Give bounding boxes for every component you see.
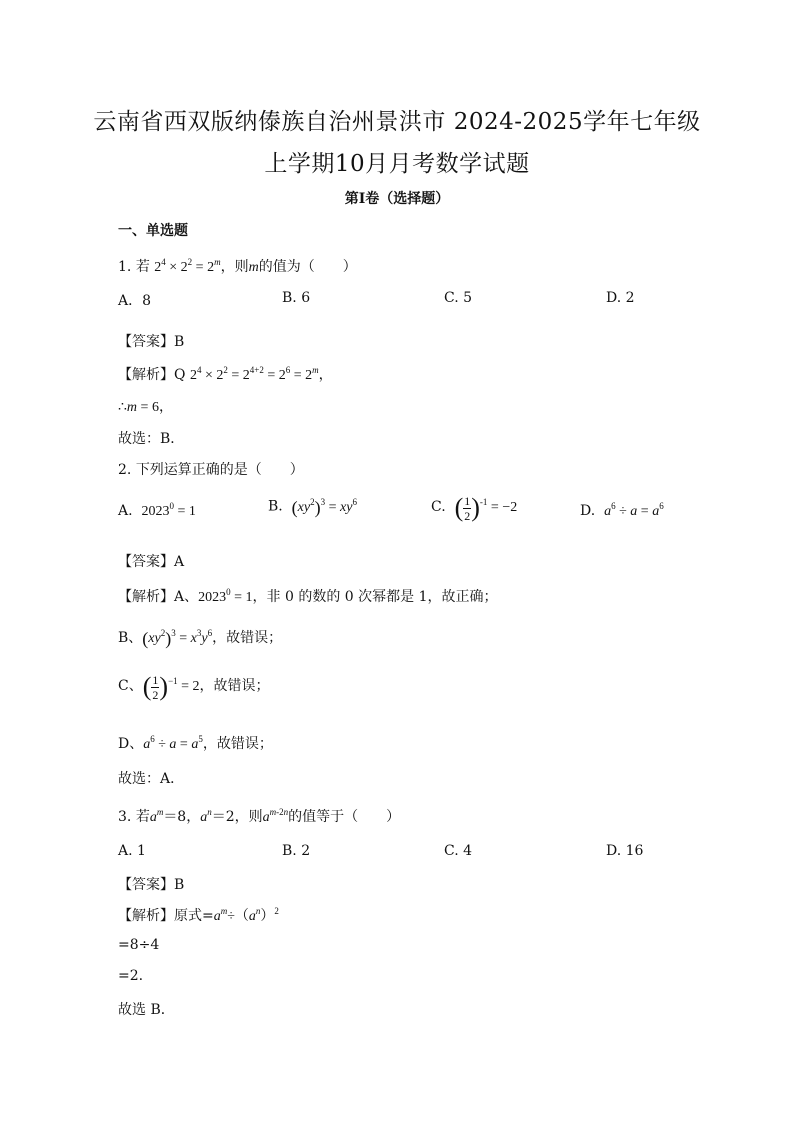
option-c[interactable]: C. 5 xyxy=(444,290,473,306)
formula: $2^4 \times 2^2 = 2^{4+2} = 2^6 = 2^m$ xyxy=(189,365,319,383)
answer-value: B xyxy=(174,877,185,893)
document-title-line1: 云南省西双版纳傣族自治州景洪市 2024-2025学年七年级 xyxy=(93,109,701,135)
question-text: 的值为（ ） xyxy=(258,259,357,275)
conclusion-line: 故选：B． xyxy=(118,431,185,447)
formula: $2023^0 = 1$ xyxy=(198,587,253,605)
question-text: ，则 xyxy=(220,259,249,275)
option-c[interactable]: C. ( $\frac{1}{2}$ )$^{-1}$ = −2 xyxy=(431,493,518,523)
option-b[interactable]: B. 2 xyxy=(282,843,311,859)
formula-q1: $2^4 \times 2^2 = 2^m$ xyxy=(154,257,221,275)
question-text: 下列运算正确的是（ ） xyxy=(135,462,304,478)
formula: $(xy^2)^3 = x^3y^6$ xyxy=(142,628,213,649)
explanation-line: 【解析】A、$2023^0 = 1$，非 0 的数的 0 次幂都是 1，故正确； xyxy=(118,587,498,605)
answer-line xyxy=(118,331,184,351)
answer-value: A xyxy=(174,554,185,570)
question-text: 若 xyxy=(135,259,150,275)
explanation-step: =2. xyxy=(118,968,144,984)
question-number: 3. xyxy=(118,809,136,825)
question-number: 2. xyxy=(118,462,136,478)
question-3-stem: 3. 若$a^m=8$，$a^n=2$，则$a^{m-2n}$的值等于（ ） xyxy=(118,807,401,825)
question-1-stem xyxy=(118,256,357,276)
explanation-step: ∴m = 6， xyxy=(118,399,173,415)
explanation-line: 【解析】Q $2^4 \times 2^2 = 2^{4+2} = 2^6 = 2^m$， xyxy=(118,365,333,383)
answer-value: B xyxy=(174,334,185,350)
volume-subtitle: 第I卷（选择题） xyxy=(344,191,450,207)
question-number: 1. xyxy=(118,259,136,275)
option-b[interactable]: B. $(xy^2)^3 = xy^6$ xyxy=(268,496,357,517)
formula: $a^m\div(a^n)^2$ xyxy=(213,906,279,924)
option-a[interactable]: A. $2023^0 = 1$ xyxy=(118,501,196,519)
answer-line xyxy=(118,551,184,571)
variable-m: m xyxy=(248,260,259,275)
answer-label: 【答案】 xyxy=(118,334,174,350)
conclusion-line: 故选 B． xyxy=(118,1002,175,1018)
answer-label: 【答案】 xyxy=(118,877,174,893)
option-c[interactable]: C. 4 xyxy=(444,843,473,859)
answer-line xyxy=(118,874,184,894)
question-2-stem xyxy=(118,459,304,479)
option-a[interactable]: A．8 xyxy=(118,293,152,309)
explanation-label: 【解析】 xyxy=(118,589,174,605)
formula: $a^6 \div a = a^5$ xyxy=(143,734,203,752)
explanation-label: 【解析】 xyxy=(118,908,174,924)
answer-label: 【答案】 xyxy=(118,554,174,570)
conclusion-line: 故选：A． xyxy=(118,771,185,787)
explanation-line: 【解析】原式$=a^m\div(a^n)^2$ xyxy=(118,906,279,924)
explanation-label: 【解析】 xyxy=(118,367,174,383)
option-d[interactable]: D. $a^6 \div a = a^6$ xyxy=(580,501,664,519)
section-heading: 一、单选题 xyxy=(118,223,188,239)
option-d[interactable]: D. 16 xyxy=(606,843,644,859)
formula: ( $\frac{1}{2}$ )$^{-1}$ = 2 xyxy=(142,672,200,702)
explanation-step: C、( $\frac{1}{2}$ )$^{-1}$ = 2，故错误； xyxy=(118,672,270,702)
formula: m = 6 xyxy=(126,400,159,415)
explanation-step: D、$a^6 \div a = a^5$，故错误； xyxy=(118,734,273,752)
option-a[interactable]: A. 1 xyxy=(118,843,146,859)
option-d[interactable]: D. 2 xyxy=(606,290,635,306)
explanation-step: B、$(xy^2)^3 = x^3y^6$，故错误； xyxy=(118,628,283,649)
document-title-line2: 上学期10月月考数学试题 xyxy=(264,151,530,177)
explanation-step: =8÷4 xyxy=(118,937,160,953)
option-b[interactable]: B. 6 xyxy=(282,290,311,306)
